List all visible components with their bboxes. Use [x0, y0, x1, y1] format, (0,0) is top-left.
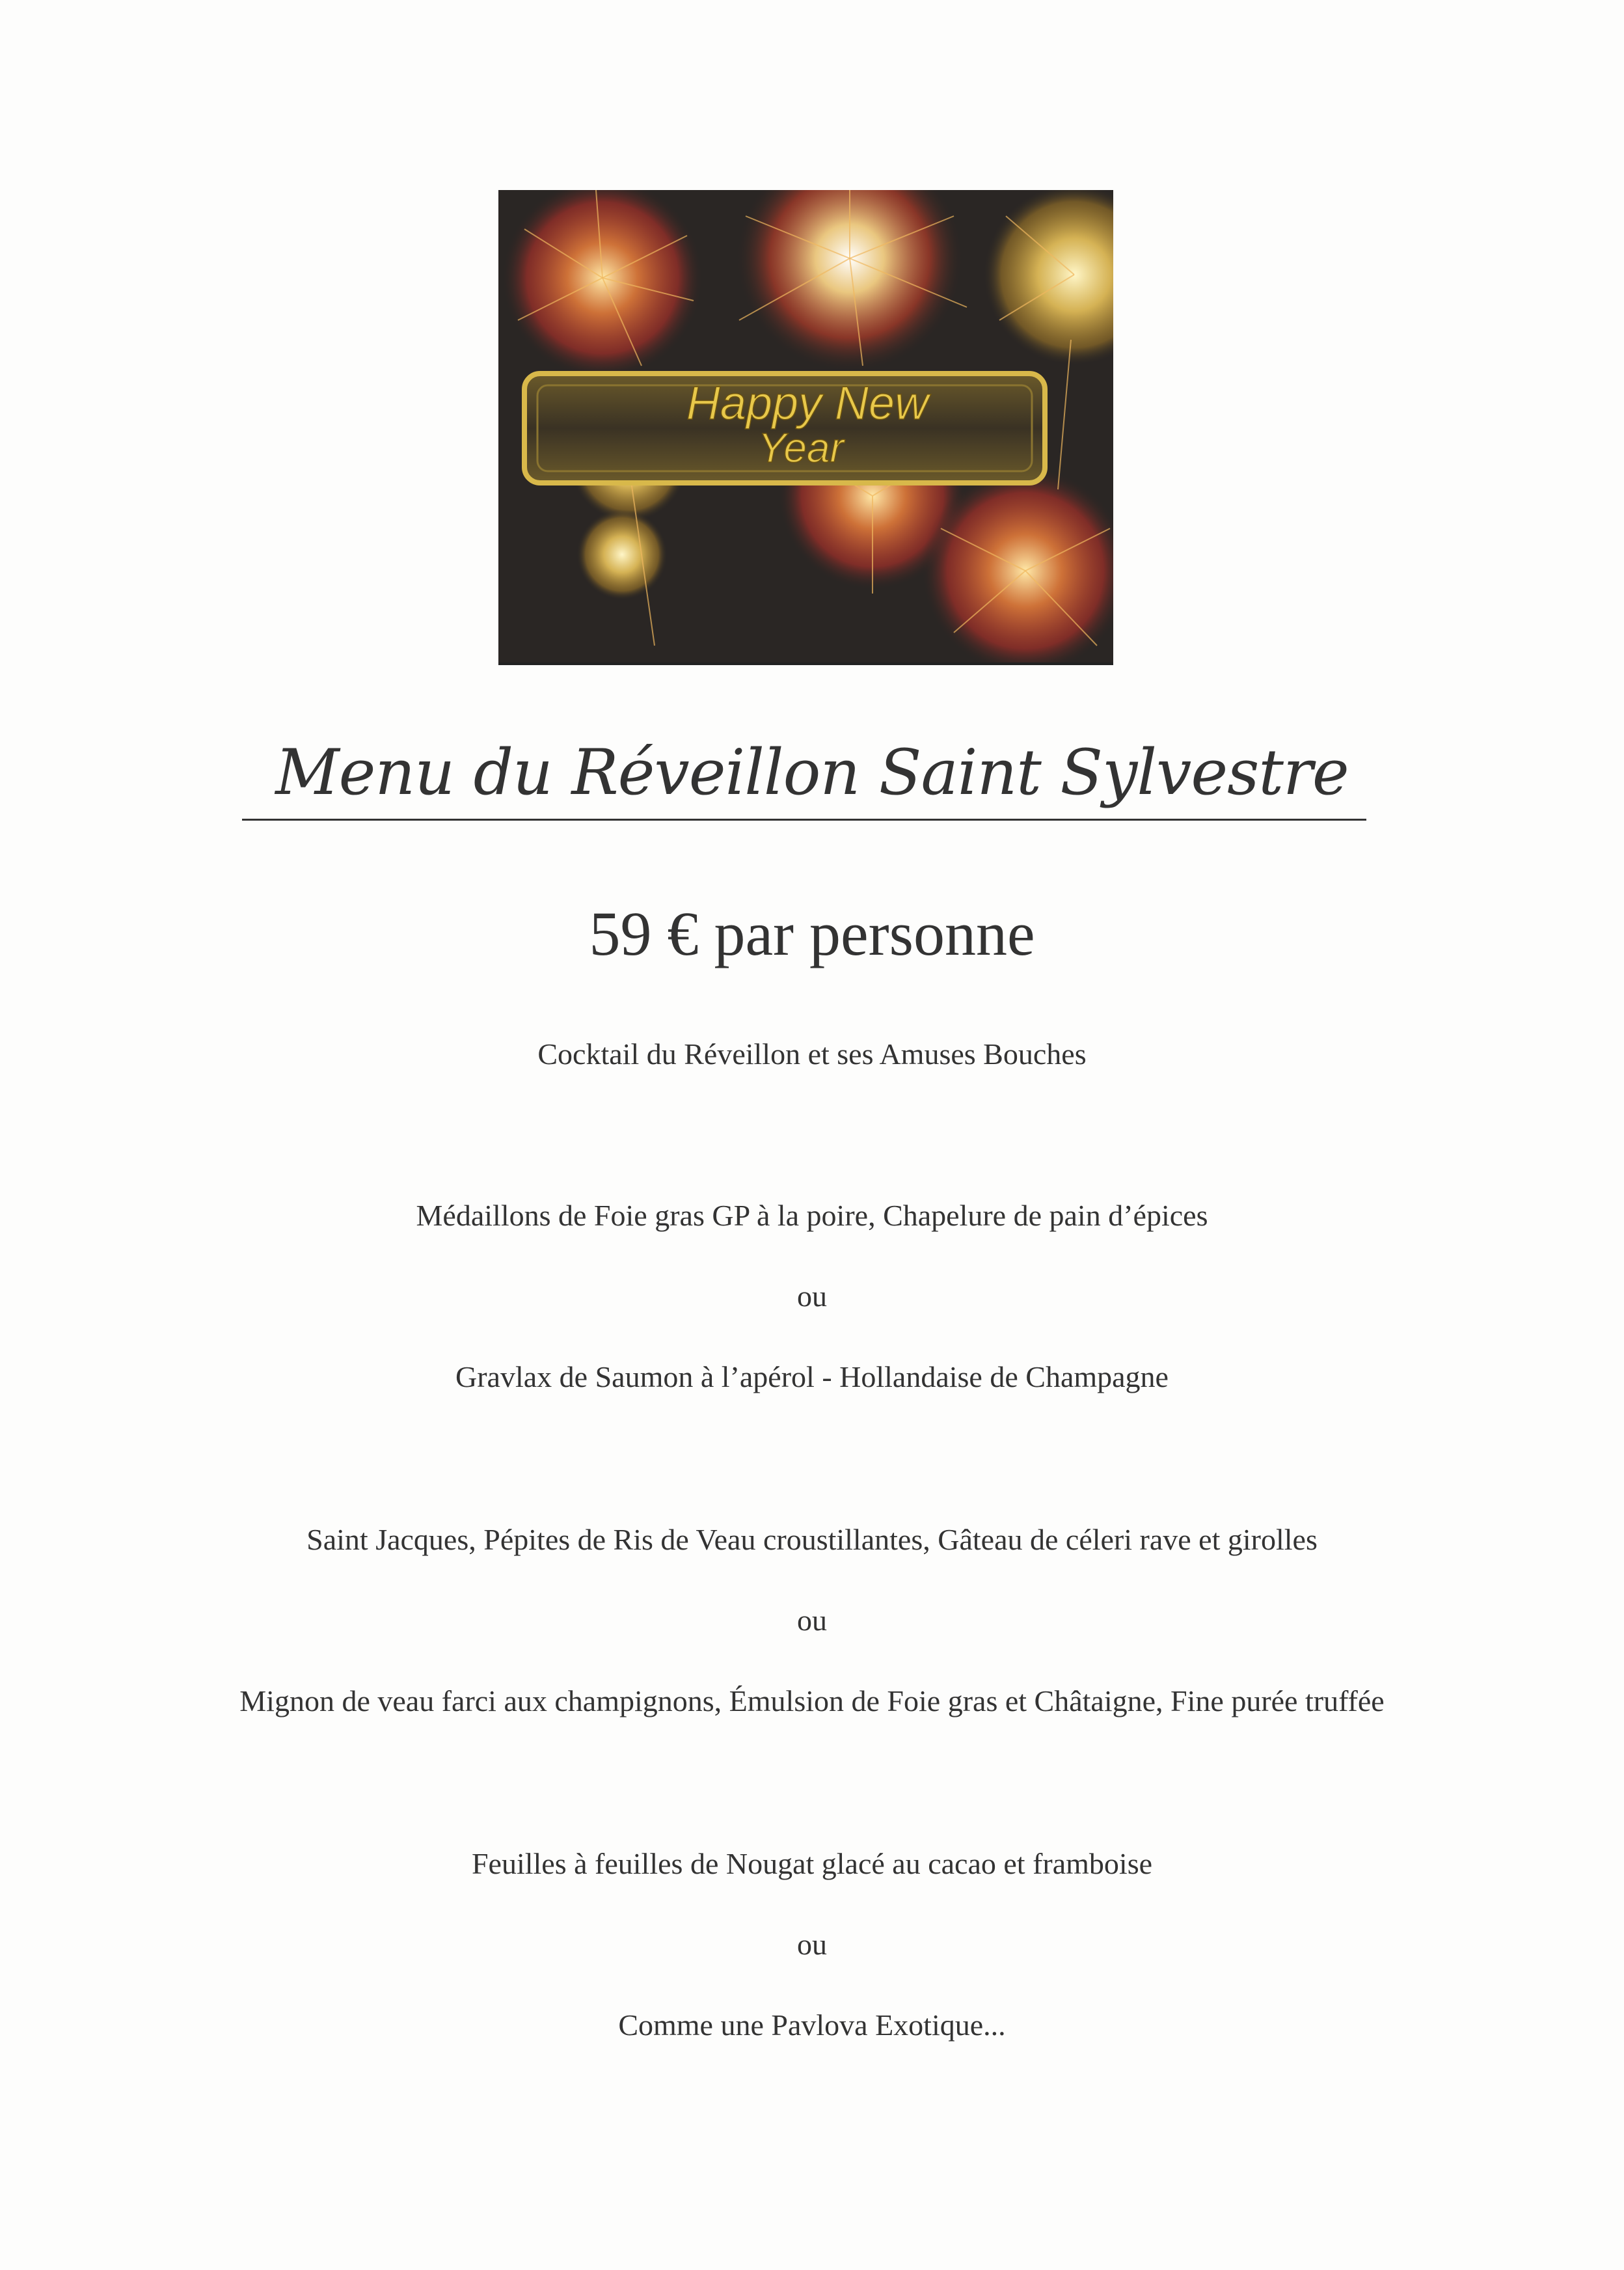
fireworks-illustration — [498, 190, 1113, 663]
cocktail-line: Cocktail du Réveillon et ses Amuses Bouches — [537, 1037, 1087, 1071]
main-option-1: Saint Jacques, Pépites de Ris de Veau croustillantes, Gâteau de céleri rave et girolles — [306, 1523, 1318, 1556]
starter-option-2: Gravlax de Saumon à l’apérol - Hollandaise de Champagne — [455, 1360, 1169, 1393]
or-separator-1: ou — [797, 1279, 827, 1313]
banner-text-line2: Year — [758, 424, 844, 471]
fireworks-image — [498, 190, 1113, 663]
title-underline — [242, 819, 1366, 821]
main-option-2: Mignon de veau farci aux champignons, Émulsion de Foie gras et Châtaigne, Fine purée truffée — [239, 1684, 1385, 1717]
starter-option-1: Médaillons de Foie gras GP à la poire, Chapelure de pain d’épices — [416, 1199, 1208, 1232]
dessert-option-2: Comme une Pavlova Exotique... — [618, 2008, 1006, 2042]
banner-text-line1: Happy New — [686, 377, 929, 430]
image-bottom-border — [498, 663, 1113, 665]
menu-title: Menu du Réveillon Saint Sylvestre — [275, 736, 1349, 809]
or-separator-3: ou — [797, 1928, 827, 1961]
menu-price: 59 € par personne — [589, 899, 1035, 968]
or-separator-2: ou — [797, 1604, 827, 1637]
dessert-option-1: Feuilles à feuilles de Nougat glacé au cacao et framboise — [471, 1847, 1153, 1880]
